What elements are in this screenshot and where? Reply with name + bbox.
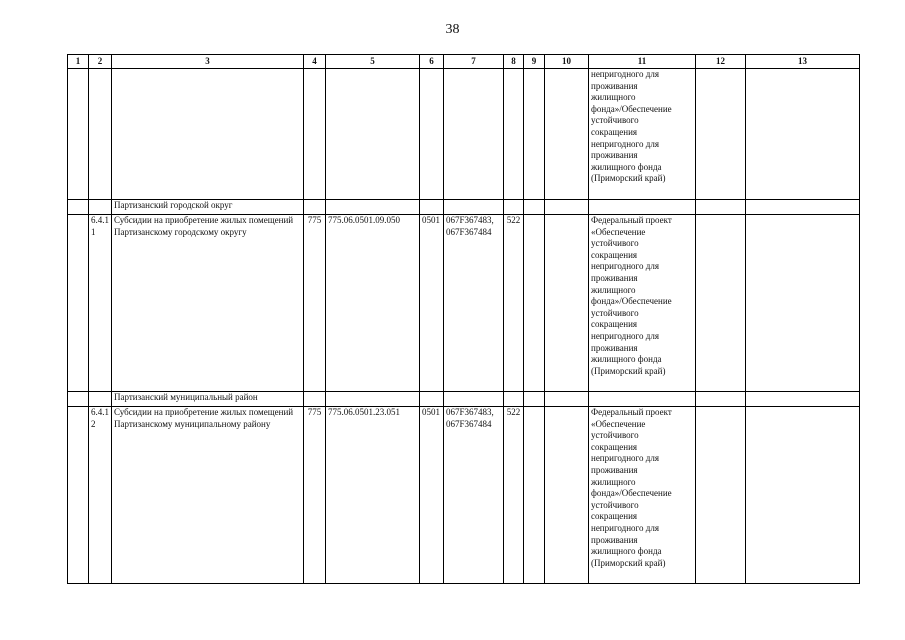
row-name: Субсидии на приобретение жилых помещений Партизанскому муниципальному району (112, 407, 304, 584)
page-number: 38 (445, 22, 460, 37)
section-title: Партизанский городской округ (112, 200, 304, 215)
row-number: 6.4.1 2 (89, 407, 112, 584)
row-name: Субсидии на приобретение жилых помещений Партизанскому городскому округу (112, 215, 304, 392)
section-header-row (68, 200, 860, 215)
column-header: 4 (304, 55, 326, 69)
col4-value: 775 (304, 407, 326, 584)
col5-value: 775.06.0501.09.050 (326, 215, 420, 392)
project-description-cell: Федеральный проект «Обеспечение устойчивого сокращения непригодного для проживания жилищного фонда»/Обеспечение устойчивого сокращения непригодного для проживания жилищного фонда (Приморский край) (589, 407, 696, 584)
column-header: 2 (89, 55, 112, 69)
col4-value: 775 (304, 215, 326, 392)
project-description-cell: непригодного для проживания жилищного фонда»/Обеспечение устойчивого сокращения непригодного для проживания жилищного фонда (Приморский край) (589, 69, 696, 200)
column-header: 7 (444, 55, 504, 69)
column-header: 6 (420, 55, 444, 69)
column-header: 11 (589, 55, 696, 69)
column-header: 5 (326, 55, 420, 69)
table-row (68, 407, 860, 584)
project-description-cell: Федеральный проект «Обеспечение устойчивого сокращения непригодного для проживания жилищного фонда»/Обеспечение устойчивого сокращения непригодного для проживания жилищного фонда (Приморский край) (589, 215, 696, 392)
header-row (68, 55, 860, 69)
row-number: 6.4.1 1 (89, 215, 112, 392)
col7-value: 067F367483, 067F367484 (444, 407, 504, 584)
col6-value: 0501 (420, 215, 444, 392)
col8-value: 522 (504, 215, 524, 392)
col5-value: 775.06.0501.23.051 (326, 407, 420, 584)
col6-value: 0501 (420, 407, 444, 584)
col8-value: 522 (504, 407, 524, 584)
column-header: 12 (696, 55, 746, 69)
col7-value: 067F367483, 067F367484 (444, 215, 504, 392)
column-header: 1 (68, 55, 89, 69)
column-header: 9 (524, 55, 545, 69)
column-header: 8 (504, 55, 524, 69)
budget-table (67, 54, 860, 584)
section-title: Партизанский муниципальный район (112, 392, 304, 407)
table-row (68, 215, 860, 392)
continuation-row (68, 69, 860, 200)
column-header: 13 (746, 55, 860, 69)
column-header: 10 (545, 55, 589, 69)
column-header: 3 (112, 55, 304, 69)
section-header-row (68, 392, 860, 407)
